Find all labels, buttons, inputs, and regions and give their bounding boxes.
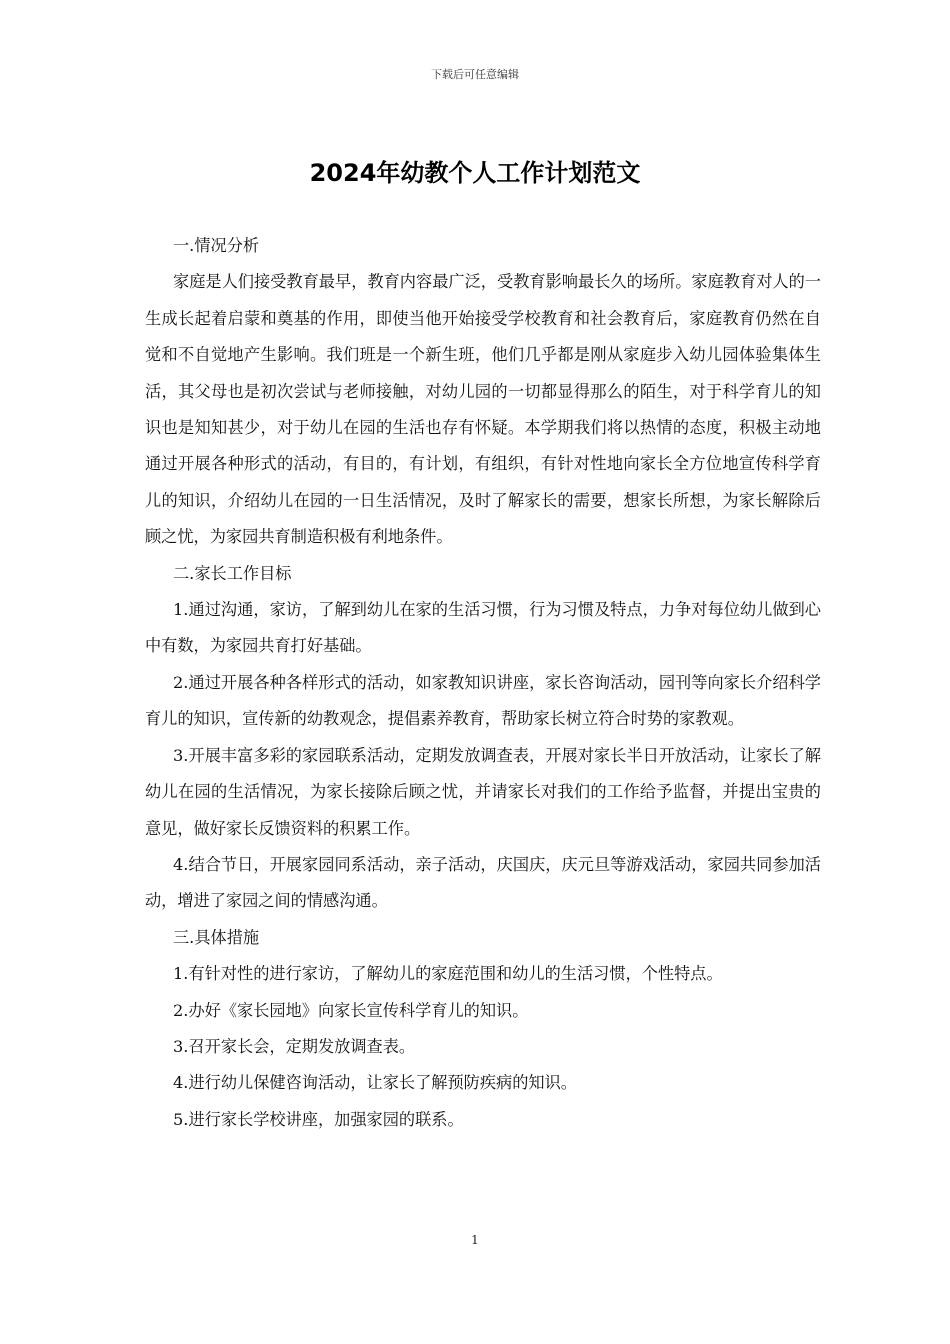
paragraph-analysis: 家庭是人们接受教育最早，教育内容最广泛，受教育影响最长久的场所。家庭教育对人的一生成长起着启蒙和奠基的作用，即使当他开始接受学校教育和社会教育后，家庭教育仍然在自觉和不自觉地产生影响。我们班是一个新生班，他们几乎都是刚从家庭步入幼儿园体验集体生活，其父母也是初次尝试与老师接触，对幼儿园的一切都显得那么的陌生，对于科学育儿的知识也是知知甚少，对于幼儿在园的生活也存有怀疑。本学期我们将以热情的态度，积极主动地通过开展各种形式的活动，有目的，有计划，有组织，有针对性地向家长全方位地宣传科学育儿的知识，介绍幼儿在园的一日生活情况，及时了解家长的需要，想家长所想，为家长解除后顾之忧，为家园共育制造积极有利地条件。 xyxy=(145,272,821,547)
header-note: 下载后可任意编辑 xyxy=(431,68,519,81)
measure-item-1: 1.有针对性的进行家访，了解幼儿的家庭范围和幼儿的生活习惯，个性特点。 xyxy=(173,964,723,984)
goal-item-2: 2.通过开展各种各样形式的活动，如家教知识讲座，家长咨询活动，园刊等向家长介绍科学育儿的知识，宣传新的幼教观念，提倡素养教育，帮助家长树立符合时势的家教观。 xyxy=(145,672,821,729)
document-body xyxy=(145,228,821,1138)
measure-item-4: 4.进行幼儿保健咨询活动，让家长了解预防疾病的知识。 xyxy=(173,1073,577,1093)
goal-item-1: 1.通过沟通，家访，了解到幼儿在家的生活习惯，行为习惯及特点，力争对每位幼儿做到心中有数，为家园共育打好基础。 xyxy=(145,600,821,656)
section-heading-analysis: 一.情况分析 xyxy=(173,236,260,255)
section-heading-measures: 三.具体措施 xyxy=(173,927,260,947)
document-title: 2024年幼教个人工作计划范文 xyxy=(309,159,641,187)
goal-item-4: 4.结合节日，开展家园同系活动，亲子活动，庆国庆，庆元旦等游戏活动，家园共同参加活动，增进了家园之间的情感沟通。 xyxy=(145,854,821,911)
goal-item-3: 3.开展丰富多彩的家园联系活动，定期发放调查表，开展对家长半日开放活动，让家长了解幼儿在园的生活情况，为家长接除后顾之忧，并请家长对我们的工作给予监督，并提出宝贵的意见，做好家长反馈资料的积累工作。 xyxy=(145,745,821,838)
measure-item-3: 3.召开家长会，定期发放调查表。 xyxy=(173,1036,416,1056)
section-heading-goals: 二.家长工作目标 xyxy=(173,563,292,583)
page-number: 1 xyxy=(471,1233,479,1247)
measure-item-2: 2.办好《家长园地》向家长宣传科学育儿的知识。 xyxy=(173,1000,529,1020)
measure-item-5: 5.进行家长学校讲座，加强家园的联系。 xyxy=(173,1109,464,1129)
